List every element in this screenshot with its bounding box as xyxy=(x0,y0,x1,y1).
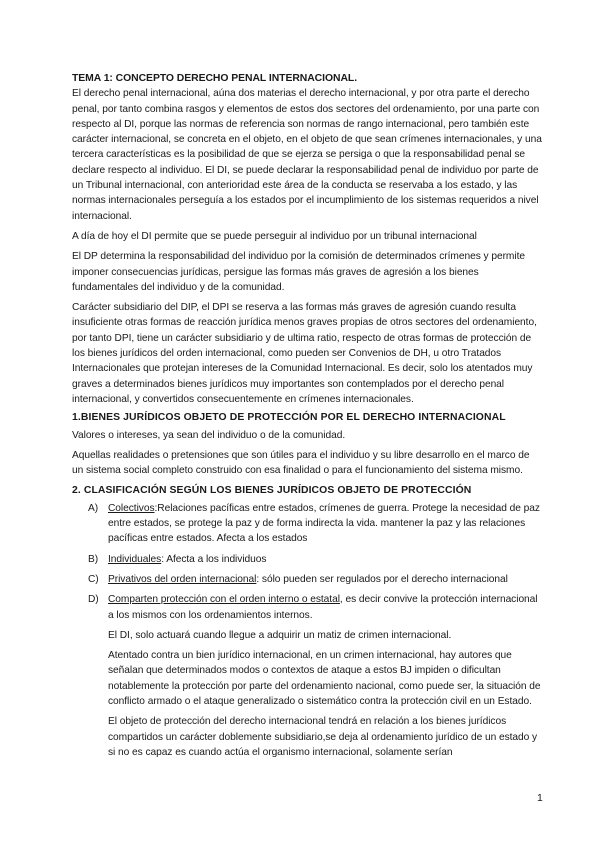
list-text: : sólo pueden ser regulados por el derecho internacional xyxy=(256,573,508,585)
sub-paragraph: El objeto de protección del derecho internacional tendrá en relación a los bienes jurídicos compartidos un carácter doblemente subsidiario,se deja al ordenamiento jurídico de un estado y si no es capaz es cuando actúa el organismo internacional, solamente serían xyxy=(108,716,538,758)
list-item xyxy=(72,501,542,547)
list-term: Individuales xyxy=(108,553,162,565)
list-marker: B) xyxy=(88,553,99,565)
list-marker: D) xyxy=(88,594,99,606)
list-text: , es decir convive la protección internacional a los mismos con los ordenamientos internos. xyxy=(108,594,538,621)
document-title: TEMA 1: CONCEPTO DERECHO PENAL INTERNACIONAL. xyxy=(72,73,358,84)
list-item xyxy=(72,592,542,623)
list-item xyxy=(72,572,542,587)
sub-paragraph: El DI, solo actuará cuando llegue a adquirir un matiz de crimen internacional. xyxy=(108,629,452,641)
section-2-heading: 2. CLASIFICACIÓN SEGÚN LOS BIENES JURÍDICOS OBJETO DE PROTECCIÓN xyxy=(72,485,472,497)
intro-paragraph: El derecho penal internacional, aúna dos materias el derecho internacional, y por otra parte el derecho penal, por tanto combina rasgos y elementos de estos dos sectores del ordenamiento, por una parte con respecto al DI, porque las normas de referencia son normas de rango internacional, pero también este carácter internacional, se concreta en el objeto, en el objeto de que sean crímenes internacionales, y una tercera características es la posibilidad de que se ejerza se persiga o que la responsabilidad penal se declare respecto al individuo. El DI, se puede declarar la responsabilidad penal de individuo por parte de un Tribunal internacional, con anterioridad este área de la conducta se reservaba a los estado, y las normas internacionales perseguía a los estados por el incumplimiento de los sistemas requeridos a nivel internacional. xyxy=(72,88,542,222)
list-marker: C) xyxy=(88,573,99,585)
list-text: : Afecta a los individuos xyxy=(161,553,267,565)
list-term: Colectivos xyxy=(108,502,155,514)
list-text: :Relaciones pacíficas entre estados, crímenes de guerra. Protege la necesidad de paz entre estados, se protege la paz y de forma indirecta la vida. mantener la paz y las relaciones pacíficas entre estados. Afecta a los estados xyxy=(108,502,540,545)
intro-paragraph: Carácter subsidiario del DIP, el DPI se reserva a las formas más graves de agresión cuando resulta insuficiente otras formas de reacción jurídica menos graves propias de otros sectores del ordenamiento, por tanto DPI, tiene un carácter subsidiario y de ultima ratio, respecto de otras formas de protección de los bienes jurídicos del orden internacional, como pueden ser Convenios de DH, u otro Tratados Internacionales que protejan intereses de la Comunidad Internacional. Es decir, solo los atentados muy graves a determinados bienes jurídicos muy importantes son contemplados por el derecho penal internacional, y convertidos consecuentemente en crímenes internacionales. xyxy=(72,302,537,405)
section-1-heading: 1.BIENES JURÍDICOS OBJETO DE PROTECCIÓN POR EL DERECHO INTERNACIONAL xyxy=(72,412,506,424)
intro-paragraph: El DP determina la responsabilidad del individuo por la comisión de determinados crímenes y permite imponer consecuencias jurídicas, persigue las formas más graves de agresión a los bienes fundamentales del individuo y de la comunidad. xyxy=(72,251,525,293)
list-marker: A) xyxy=(88,502,99,514)
classification-list xyxy=(72,501,542,623)
page-content xyxy=(72,71,542,765)
section-1-paragraph: Aquellas realidades o pretensiones que son útiles para el individuo y su libre desarrollo en el marco de un sistema social completo construido con esa finalidad o para el funcionamiento del sistema mismo. xyxy=(72,449,530,477)
list-term: Comparten protección con el orden interno o estatal xyxy=(108,594,340,606)
section-1-paragraph: Valores o intereses, ya sean del individuo o de la comunidad. xyxy=(72,429,346,441)
list-item xyxy=(72,552,542,567)
page-number: 1 xyxy=(537,792,543,804)
intro-paragraph: A día de hoy el DI permite que se puede perseguir al individuo por un tribunal internacional xyxy=(72,230,477,242)
list-term: Privativos del orden internacional xyxy=(108,573,257,585)
sub-paragraph: Atentado contra un bien jurídico internacional, en un crimen internacional, hay autores que señalan que determinados modos o contextos de ataque a estos BJ impiden o dificultan notablemente la protección por parte del ordenamiento nacional, como puede ser, la situación de conflicto armado o el ataque generalizado o sistemático contra la protección civil en un Estado. xyxy=(108,650,541,707)
